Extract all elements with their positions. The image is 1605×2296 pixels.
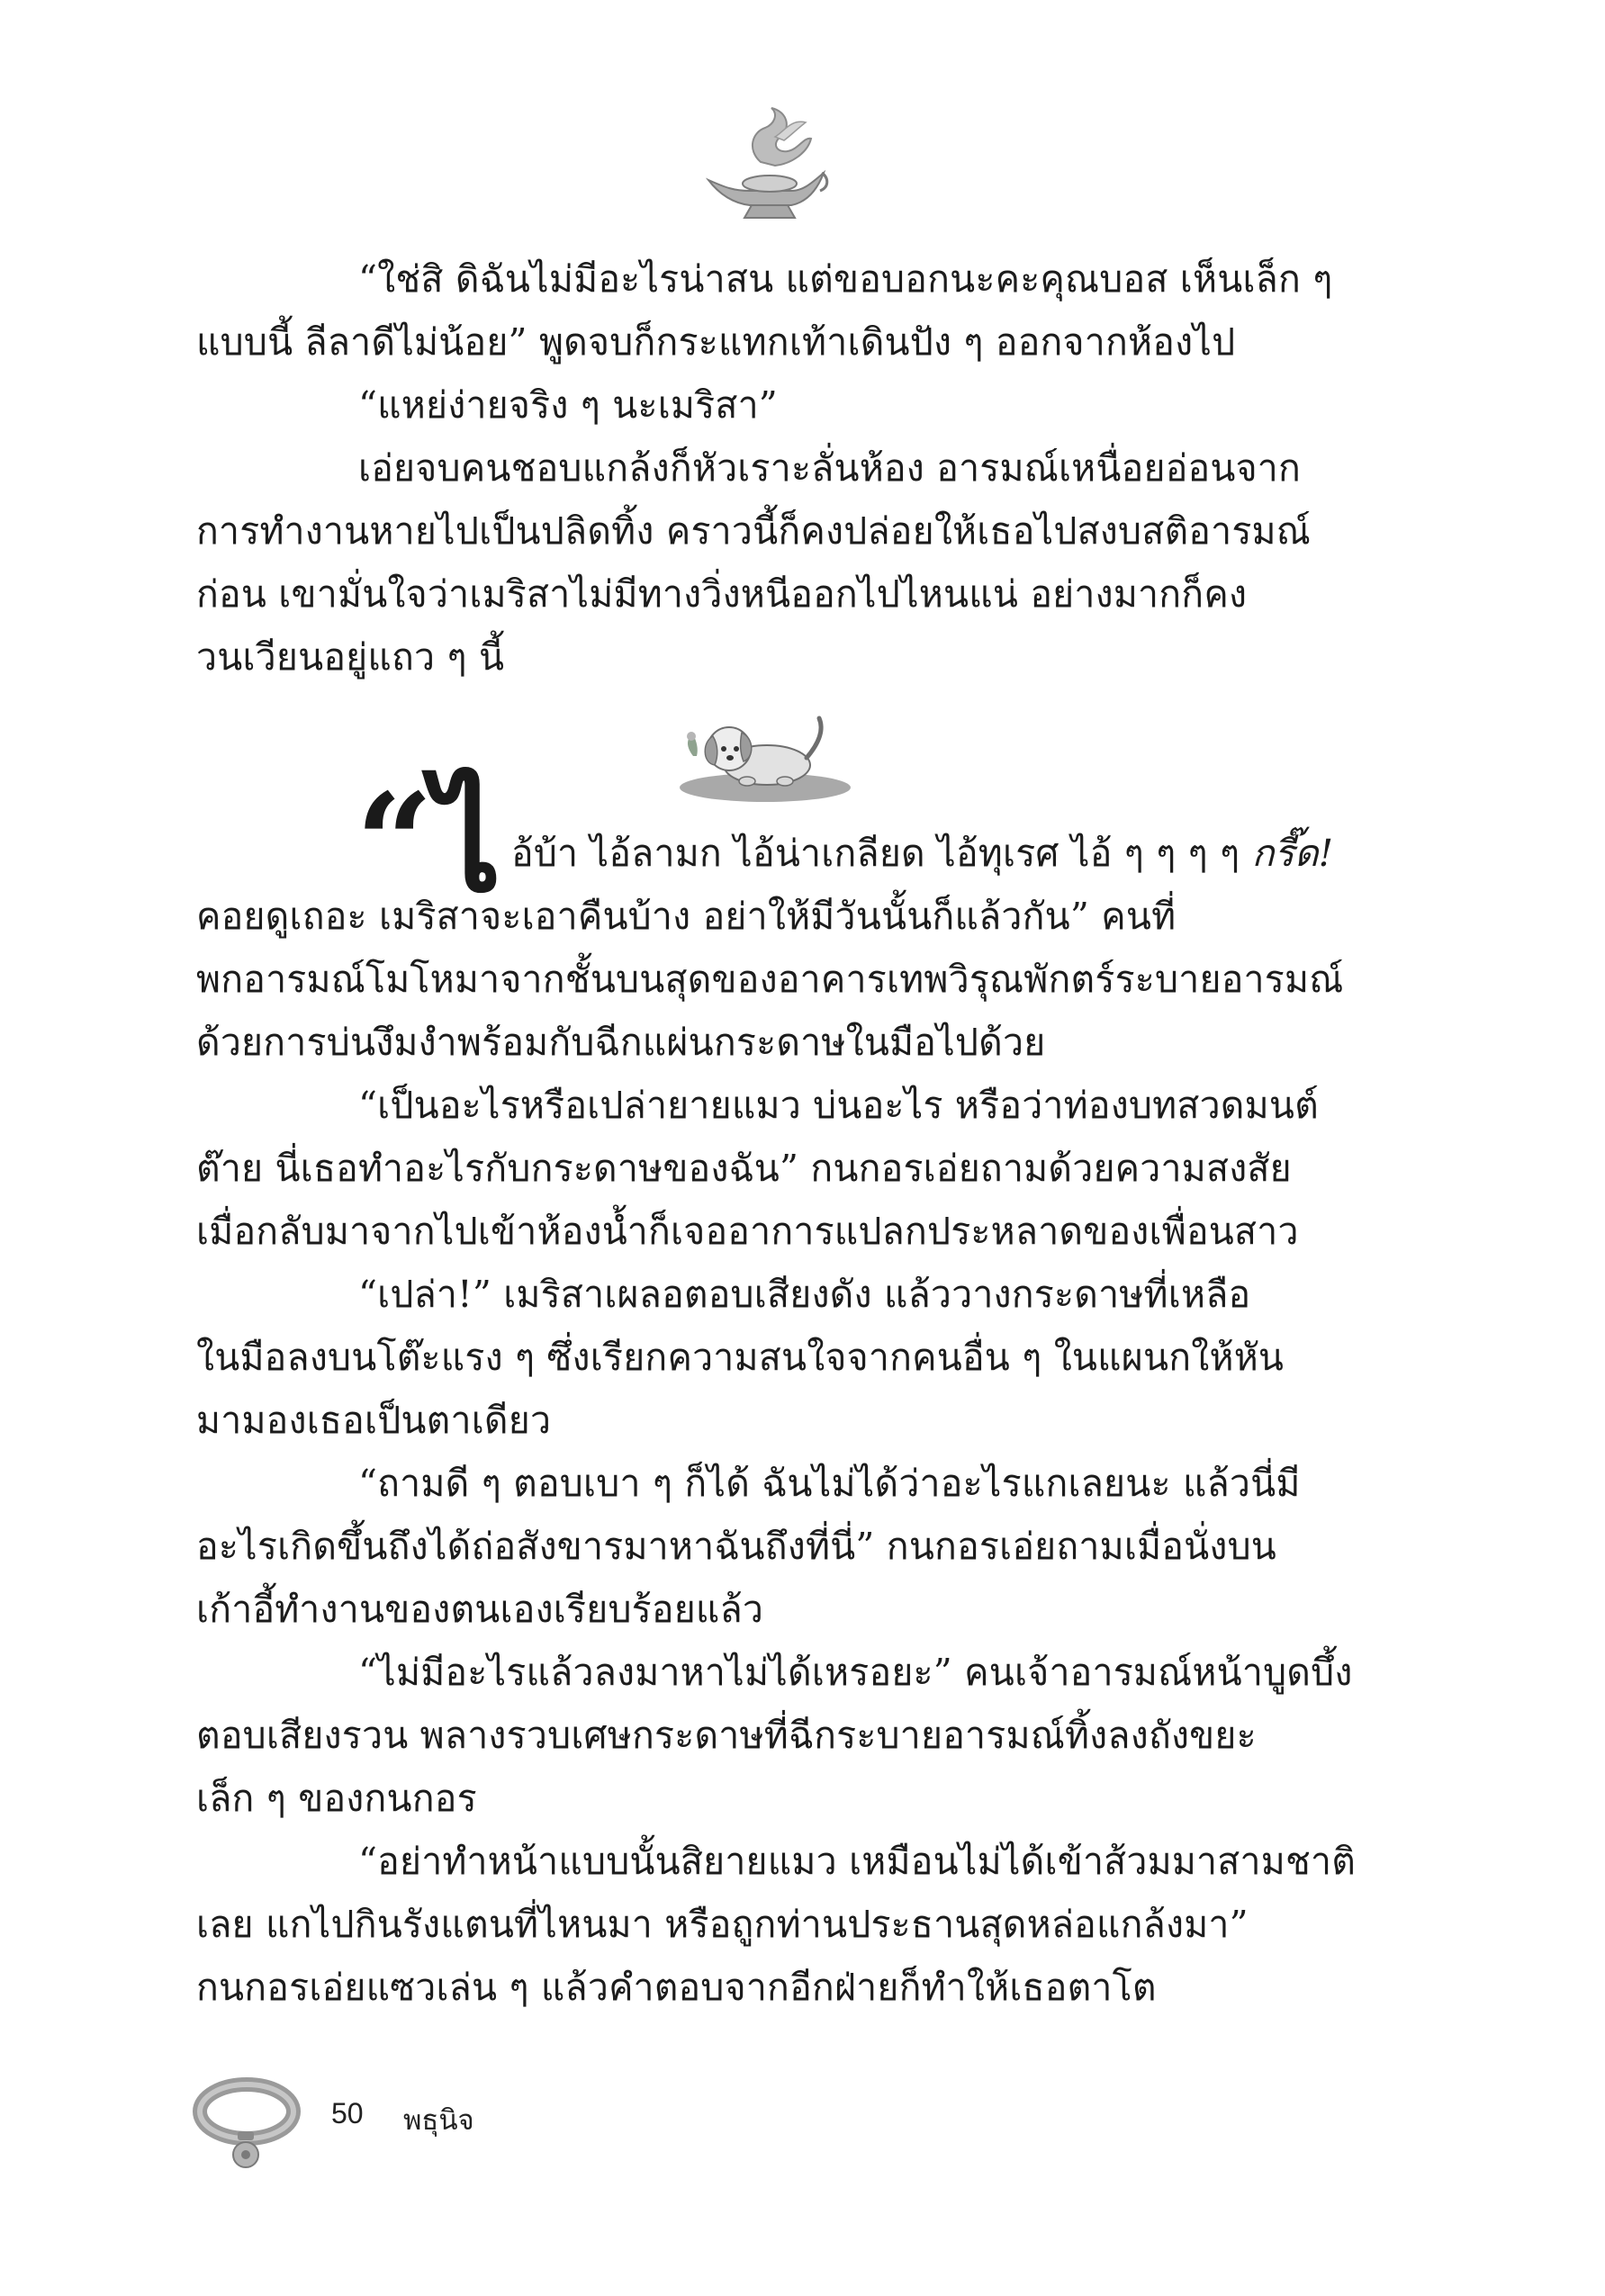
text-line: มามองเธอเป็นตาเดียว	[196, 1399, 552, 1442]
text-line: คอยดูเถอะ เมริสาจะเอาคืนบ้าง อย่าให้มีวันนั้นก็แล้วกัน” คนที่	[196, 895, 1177, 938]
dropcap-line	[511, 832, 1366, 875]
text-line: “ใช่สิ ดิฉันไม่มีอะไรน่าสน แต่ขอบอกนะคะคุณบอส เห็นเล็ก ๆ	[358, 257, 1333, 301]
page-number: 50	[331, 2097, 364, 2129]
text-line: วนเวียนอยู่แถว ๆ นี้	[196, 635, 505, 679]
text-line: “อย่าทำหน้าแบบนั้นสิยายแมว เหมือนไม่ได้เข้าส้วมมาสามชาติ	[358, 1840, 1357, 1883]
text-line: เก้าอี้ทำงานของตนเองเรียบร้อยแล้ว	[196, 1588, 764, 1631]
magic-lamp-icon	[698, 101, 833, 227]
text-line: เอ่ยจบคนชอบแกล้งก็หัวเราะลั่นห้อง อารมณ์เหนื่อยอ่อนจาก	[358, 446, 1302, 490]
text-line: เลย แกไปกินรังแตนที่ไหนมา หรือถูกท่านประธานสุดหล่อแกล้งมา”	[196, 1903, 1249, 1946]
text-line: ต๊าย นี่เธอทำอะไรกับกระดาษของฉัน” กนกอรเอ่ยถามด้วยความสงสัย	[196, 1147, 1292, 1190]
emphasis-text: กรี๊ด!	[1251, 832, 1334, 875]
text-line: กนกอรเอ่ยแซวเล่น ๆ แล้วคำตอบจากอีกฝ่ายก็ทำให้เธอตาโต	[196, 1966, 1157, 2009]
text-line: ก่อน เขามั่นใจว่าเมริสาไม่มีทางวิ่งหนีออกไปไหนแน่ อย่างมากก็คง	[196, 572, 1248, 616]
text-line: “ไม่มีอะไรแล้วลงมาหาไม่ได้เหรอยะ” คนเจ้าอารมณ์หน้าบูดบึ้ง	[358, 1651, 1353, 1694]
puppy-icon	[666, 702, 864, 806]
text-line: แบบนี้ ลีลาดีไม่น้อย” พูดจบก็กระแทกเท้าเดินปัง ๆ ออกจากห้องไป	[196, 320, 1236, 364]
text-line: “ถามดี ๆ ตอบเบา ๆ ก็ได้ ฉันไม่ได้ว่าอะไรแกเลยนะ แล้วนี่มี	[358, 1462, 1301, 1505]
text-line: “เปล่า!” เมริสาเผลอตอบเสียงดัง แล้ววางกระดาษที่เหลือ	[358, 1273, 1251, 1316]
dropcap-letter: “ไ	[356, 764, 501, 923]
text-line: ในมือลงบนโต๊ะแรง ๆ ซึ่งเรียกความสนใจจากคนอื่น ๆ ในแผนกให้หัน	[196, 1336, 1285, 1379]
text-line: เล็ก ๆ ของกนกอร	[196, 1777, 477, 1820]
text-line: อ้บ้า ไอ้ลามก ไอ้น่าเกลียด ไอ้ทุเรศ ไอ้ ๆ ๆ ๆ ๆ	[511, 832, 1240, 875]
text-line: เมื่อกลับมาจากไปเข้าห้องน้ำก็เจออาการแปลกประหลาดของเพื่อนสาว	[196, 1210, 1299, 1253]
text-line: ด้วยการบ่นงึมงำพร้อมกับฉีกแผ่นกระดาษในมือไปด้วย	[196, 1021, 1046, 1064]
text-line: ตอบเสียงรวน พลางรวบเศษกระดาษที่ฉีกระบายอารมณ์ทิ้งลงถังขยะ	[196, 1714, 1257, 1757]
text-line: พกอารมณ์โมโหมาจากชั้นบนสุดของอาคารเทพวิรุณพักตร์ระบายอารมณ์	[196, 958, 1344, 1001]
text-line: “เป็นอะไรหรือเปล่ายายแมว บ่นอะไร หรือว่าท่องบทสวดมนต์	[358, 1084, 1319, 1127]
text-line: “แหย่ง่ายจริง ๆ นะเมริสา”	[358, 383, 778, 427]
pet-collar-icon	[191, 2070, 308, 2178]
text-line: อะไรเกิดขึ้นถึงได้ถ่อสังขารมาหาฉันถึงที่นี่” กนกอรเอ่ยถามเมื่อนั่งบน	[196, 1525, 1277, 1568]
text-line: การทำงานหายไปเป็นปลิดทิ้ง คราวนี้ก็คงปล่อยให้เธอไปสงบสติอารมณ์	[196, 509, 1312, 553]
author-name: พธุนิจ	[403, 2104, 474, 2136]
